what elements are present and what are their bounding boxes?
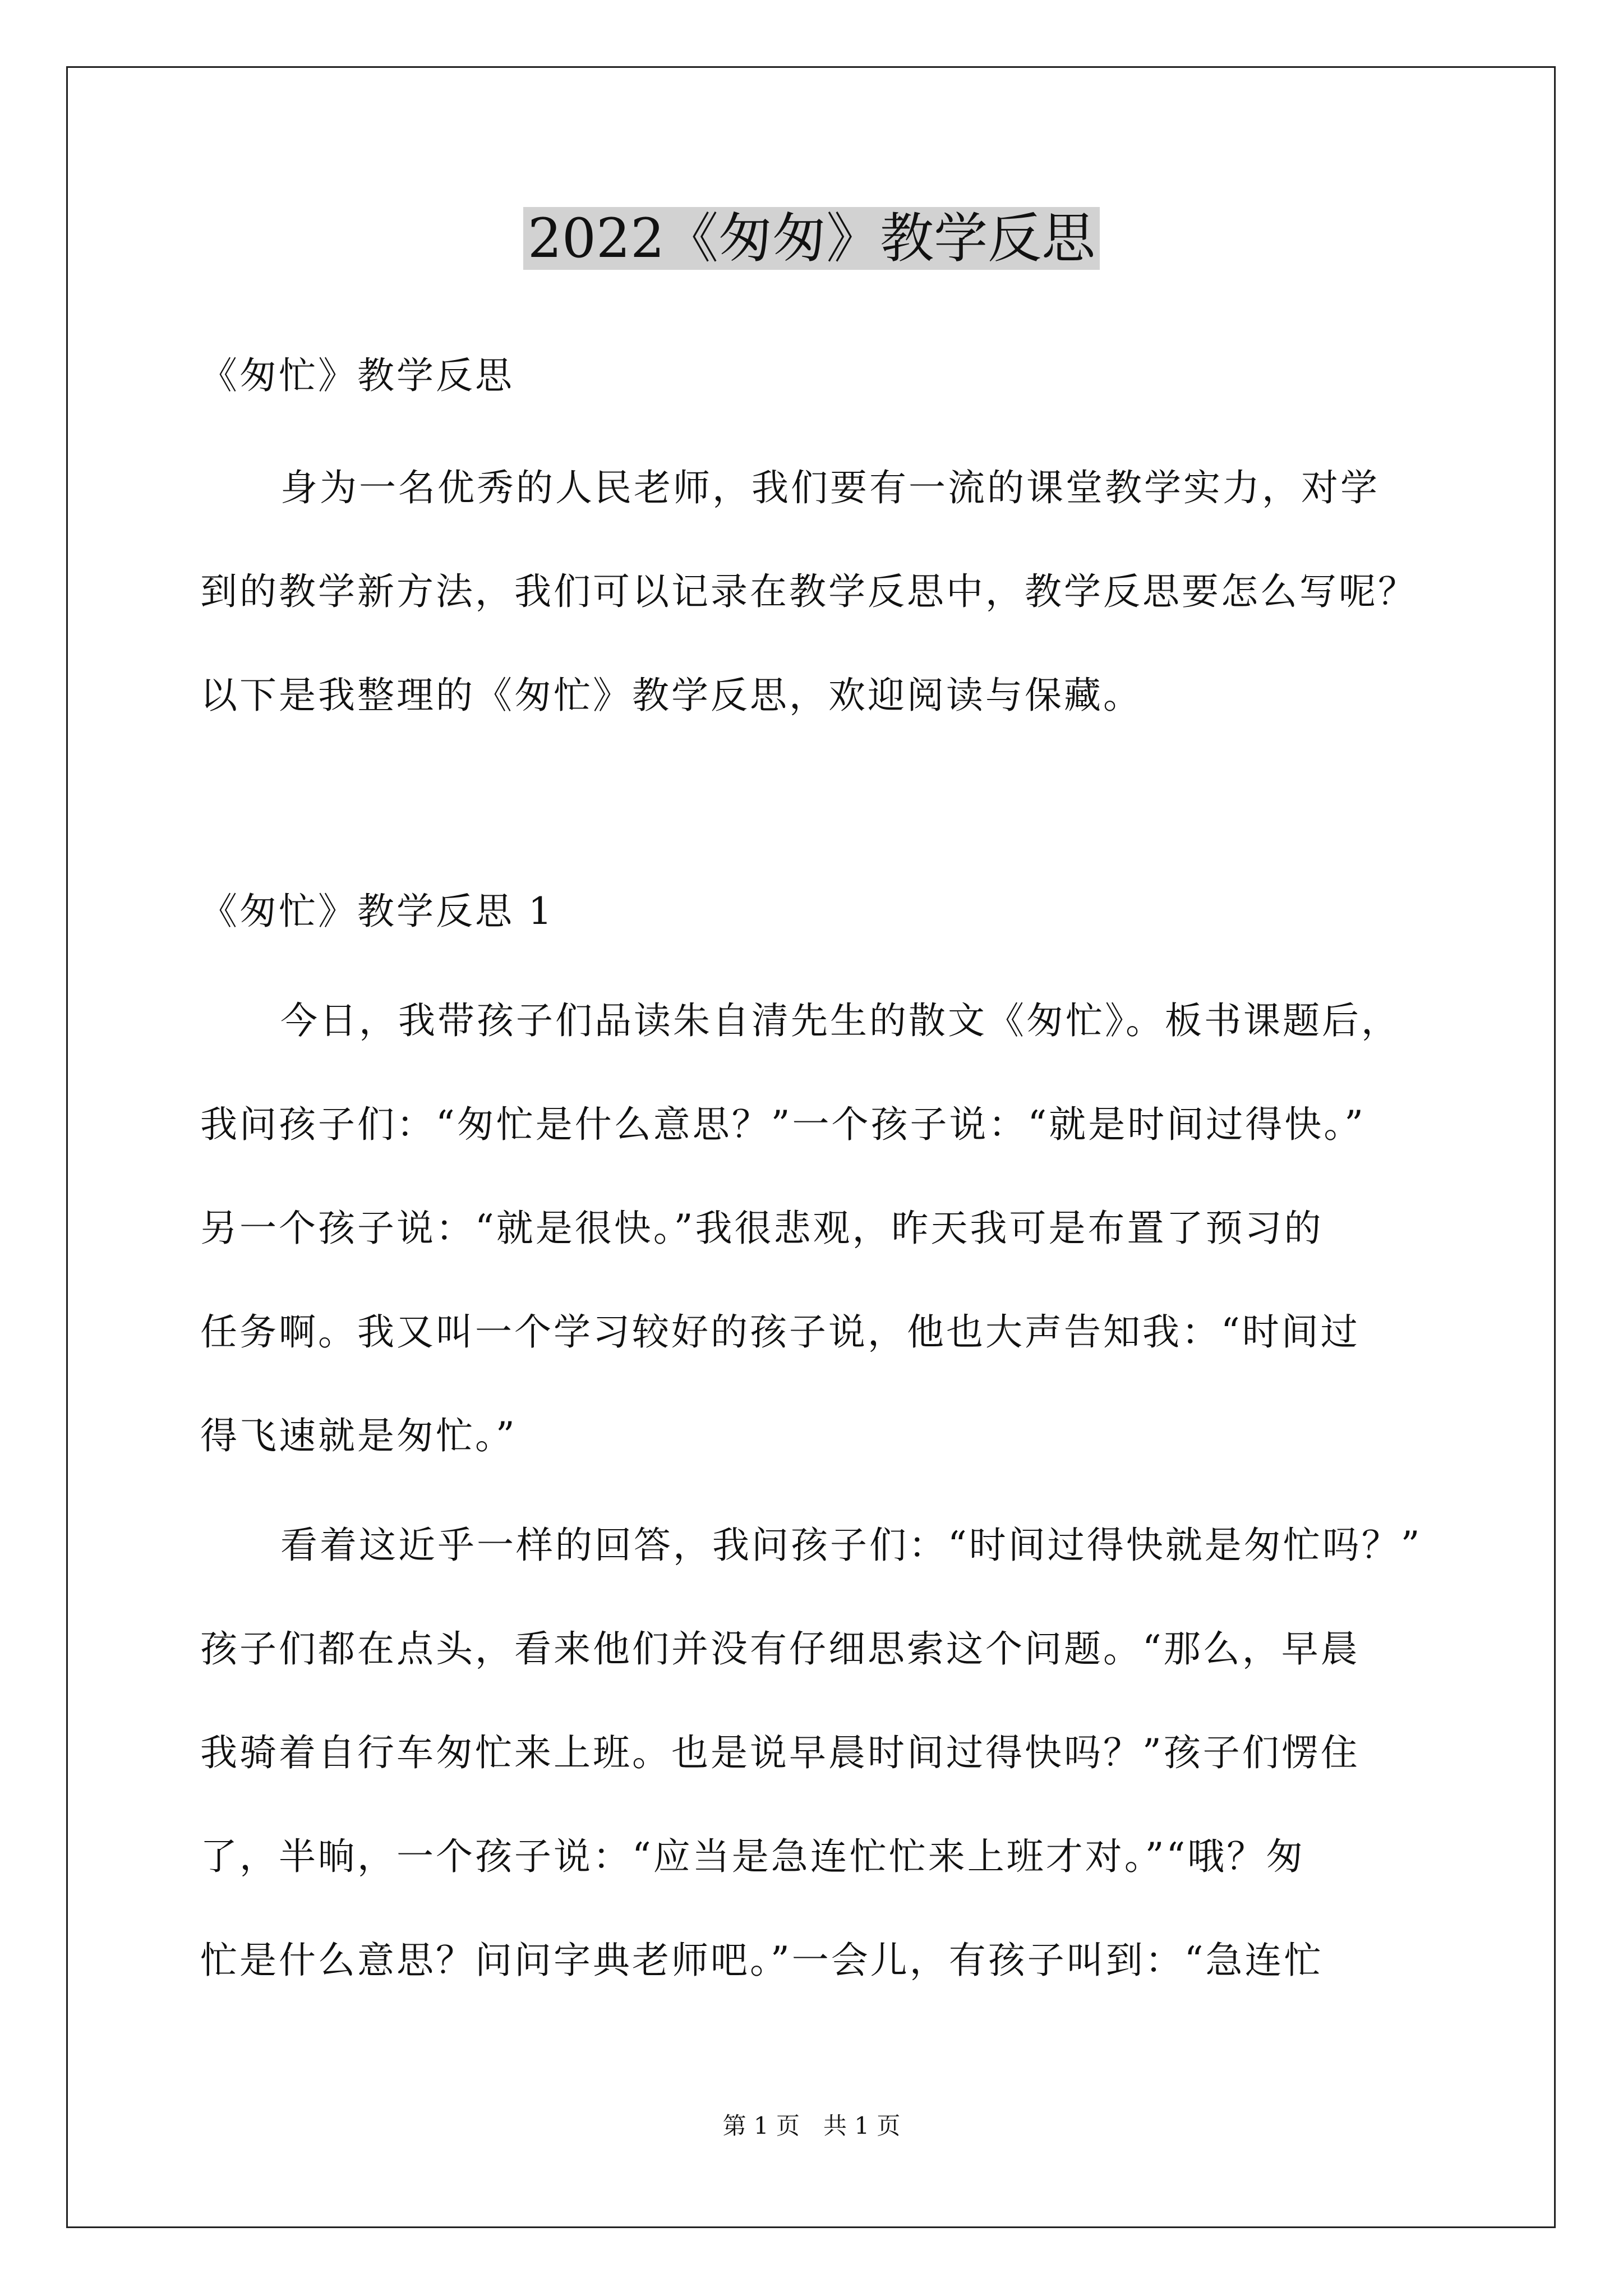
paragraph-line: 看着这近乎一样的回答，我问孩子们：“时间过得快就是匆忙吗？” (280, 1524, 1422, 1567)
document-title (0, 199, 1623, 278)
paragraph-line: 另一个孩子说：“就是很快。”我很悲观，昨天我可是布置了预习的 (200, 1207, 1324, 1250)
section-heading-1: 《匆忙》教学反思 1 (200, 890, 554, 933)
page-footer: 第 1 页 共 1 页 (722, 2112, 901, 2139)
paragraph-line: 我骑着自行车匆忙来上班。也是说早晨时间过得快吗？”孩子们愣住 (200, 1731, 1360, 1774)
paragraph-line: 孩子们都在点头，看来他们并没有仔细思索这个问题。“那么，早晨 (200, 1627, 1360, 1671)
paragraph-line: 忙是什么意思？问问字典老师吧。”一会儿，有孩子叫到：“急连忙 (200, 1939, 1324, 1982)
paragraph-line: 了，半晌，一个孩子说：“应当是急连忙忙来上班才对。”“哦？匆 (200, 1835, 1306, 1878)
paragraph-line: 任务啊。我又叫一个学习较好的孩子说，他也大声告知我：“时间过 (200, 1310, 1360, 1354)
paragraph-line: 身为一名优秀的人民老师，我们要有一流的课堂教学实力，对学 (280, 466, 1380, 509)
paragraph-line: 以下是我整理的《匆忙》教学反思，欢迎阅读与保藏。 (200, 674, 1142, 717)
paragraph-line: 今日，我带孩子们品读朱自清先生的散文《匆忙》。板书课题后， (280, 999, 1400, 1042)
section-heading-intro: 《匆忙》教学反思 (200, 354, 514, 397)
paragraph-line: 到的教学新方法，我们可以记录在教学反思中，教学反思要怎么写呢？ (200, 570, 1417, 613)
title-text: 2022《匆匆》教学反思 (523, 207, 1100, 270)
paragraph-line: 得飞速就是匆忙。” (200, 1414, 517, 1457)
paragraph-line: 我问孩子们：“匆忙是什么意思？”一个孩子说：“就是时间过得快。” (200, 1103, 1366, 1146)
